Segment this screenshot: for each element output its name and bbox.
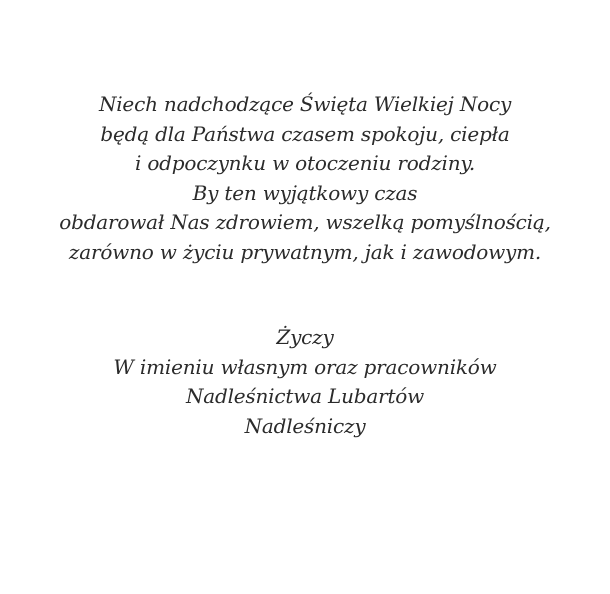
signature-line: Nadleśnictwa Lubartów xyxy=(185,384,425,408)
signature-line: Życzy xyxy=(276,325,334,349)
signature-line: W imieniu własnym oraz pracowników xyxy=(113,354,497,379)
greeting-line: będą dla Państwa czasem spokoju, ciepła xyxy=(100,121,510,146)
greeting-line: zarówno w życiu prywatnym, jak i zawodowym. xyxy=(68,239,542,264)
greeting-line: i odpoczynku w otoczeniu rodziny. xyxy=(134,151,476,175)
greeting-line: Niech nadchodzące Święta Wielkiej Nocy xyxy=(98,92,512,116)
greeting-line: obdarował Nas zdrowiem, wszelką pomyślnością, xyxy=(59,210,551,234)
signature-line: Nadleśniczy xyxy=(244,413,366,438)
greeting-line: By ten wyjątkowy czas xyxy=(192,180,418,205)
signature-block xyxy=(0,323,610,441)
easter-greeting-text xyxy=(0,90,610,267)
